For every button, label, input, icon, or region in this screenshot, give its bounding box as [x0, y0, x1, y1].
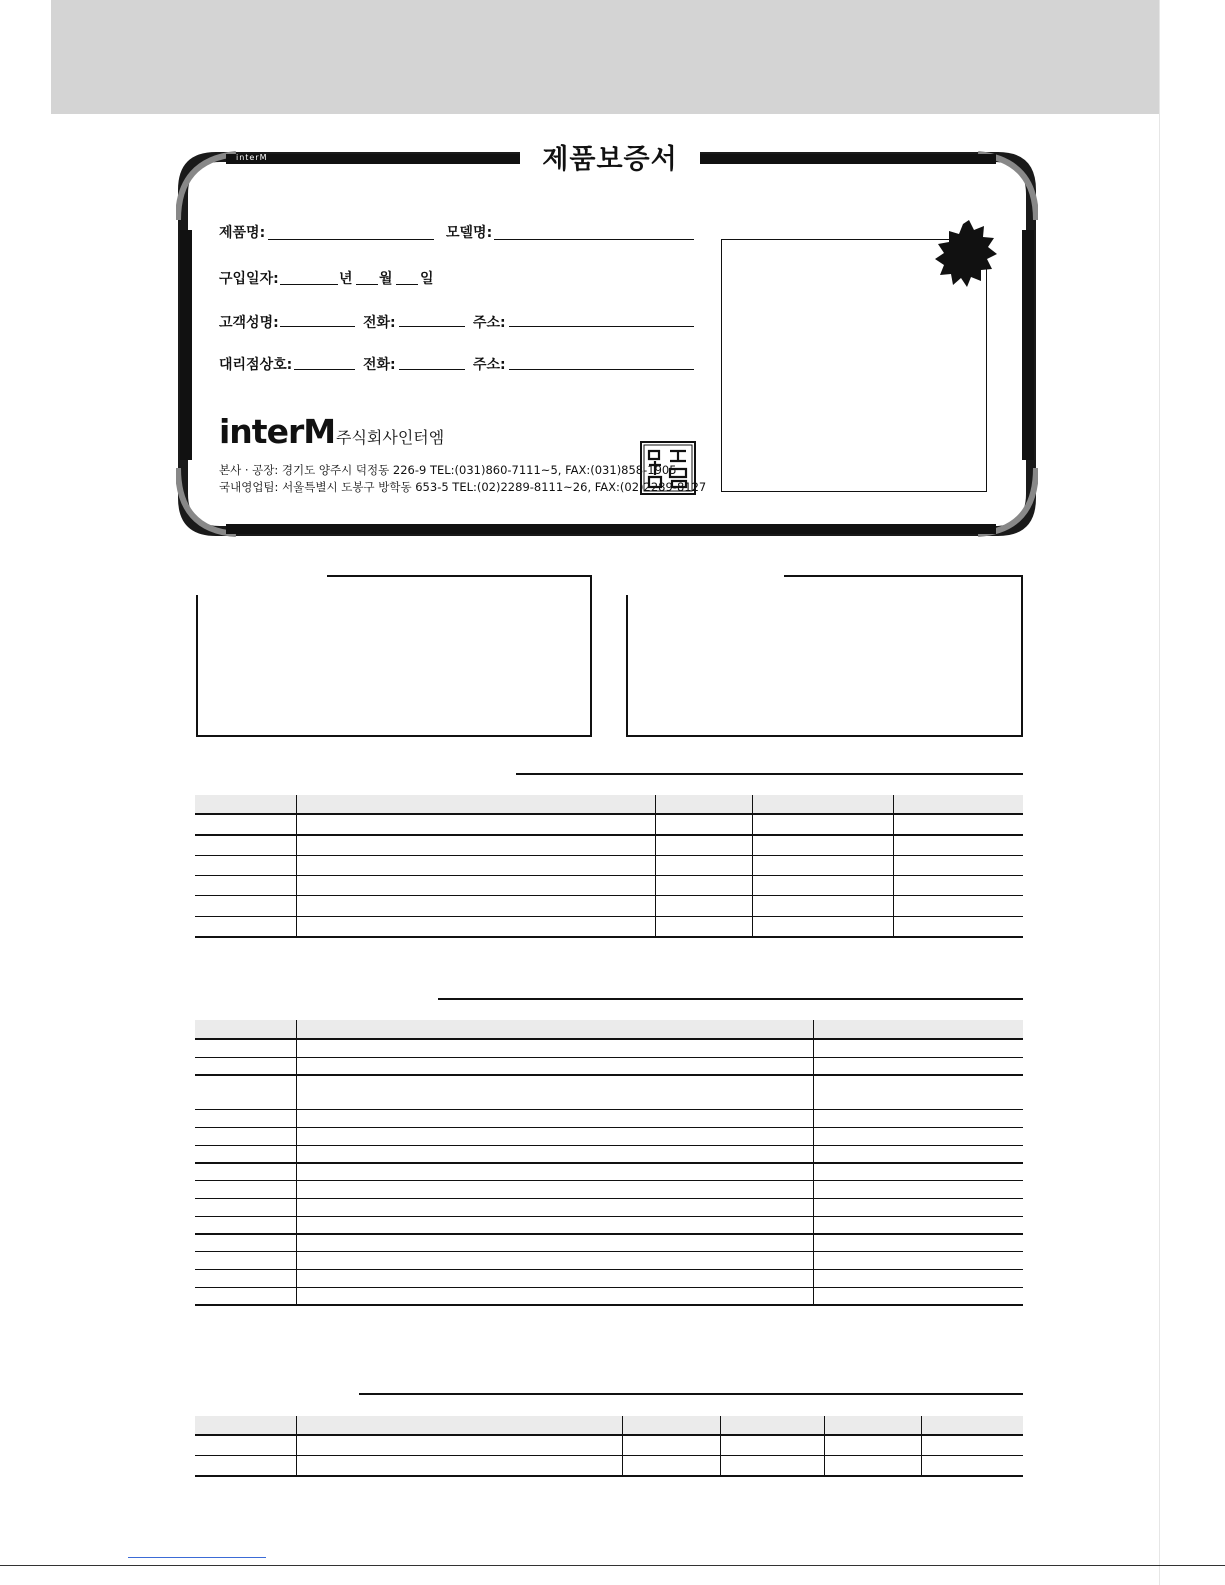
- table-row: [195, 1198, 1023, 1216]
- table-row: [195, 1251, 1023, 1269]
- phone-label-1: 전화:: [363, 315, 396, 331]
- table-row: [195, 1180, 1023, 1198]
- table-row: [195, 916, 1023, 937]
- page-edge-rule: [1159, 0, 1160, 1585]
- dealer-name-line[interactable]: [294, 369, 355, 370]
- table-row: [195, 1287, 1023, 1305]
- table-row: [195, 1435, 1023, 1455]
- table-row: [195, 1127, 1023, 1145]
- phone-line-1[interactable]: [399, 326, 465, 327]
- table-row: [195, 1269, 1023, 1287]
- day-label: 일: [420, 271, 434, 287]
- model-name-line[interactable]: [494, 239, 694, 240]
- table-2-header: [195, 1020, 1023, 1039]
- address-line-2[interactable]: [509, 369, 694, 370]
- right-info-box: [626, 575, 1023, 737]
- card-title: 제품보증서: [520, 140, 700, 180]
- dealer-name-label: 대리점상호:: [219, 357, 293, 373]
- table-row: [195, 1145, 1023, 1163]
- table-2: [195, 1020, 1023, 1306]
- address-line-hq: 본사 · 공장: 경기도 양주시 덕정동 226-9 TEL:(031)860-7111~5, FAX:(031)858-1905: [219, 463, 677, 477]
- address-line-sales: 국내영업팀: 서울특별시 도봉구 방학동 653-5 TEL:(02)2289-8111~26, FAX:(02)2289-8127: [219, 480, 707, 494]
- month-label: 월: [379, 271, 393, 287]
- table-row: [195, 1163, 1023, 1180]
- purchase-date-label: 구입일자:: [219, 271, 279, 287]
- stamp-box: [721, 239, 987, 492]
- table-row: [195, 1057, 1023, 1075]
- table-row: [195, 1109, 1023, 1127]
- section-3-rule: [359, 1393, 1023, 1395]
- interm-logo: interM: [219, 412, 336, 451]
- left-info-box: [196, 575, 592, 737]
- table-row: [195, 855, 1023, 875]
- company-seal-icon: [640, 441, 696, 495]
- year-line[interactable]: [280, 284, 338, 285]
- table-row: [195, 1075, 1023, 1109]
- product-name-line[interactable]: [268, 239, 434, 240]
- section-1-rule: [516, 773, 1023, 775]
- customer-name-label: 고객성명:: [219, 315, 279, 331]
- month-line[interactable]: [356, 284, 378, 285]
- model-name-label: 모델명:: [446, 225, 493, 241]
- table-row: [195, 835, 1023, 855]
- table-row: [195, 1039, 1023, 1057]
- phone-line-2[interactable]: [399, 369, 465, 370]
- table-row: [195, 814, 1023, 835]
- table-3: [195, 1416, 1023, 1477]
- header-band: [51, 0, 1159, 114]
- table-row: [195, 1216, 1023, 1234]
- table-1-header: [195, 795, 1023, 814]
- product-name-label: 제품명:: [219, 225, 266, 241]
- table-row: [195, 875, 1023, 895]
- top-watermark-strip-left: interM: [236, 153, 268, 162]
- table-row: [195, 1234, 1023, 1251]
- day-line[interactable]: [396, 284, 418, 285]
- footer-link-underline[interactable]: [128, 1557, 266, 1558]
- address-label-2: 주소:: [473, 357, 506, 373]
- address-line-1[interactable]: [509, 326, 694, 327]
- phone-label-2: 전화:: [363, 357, 396, 373]
- address-label-1: 주소:: [473, 315, 506, 331]
- year-label: 년: [339, 271, 353, 287]
- table-row: [195, 895, 1023, 916]
- customer-name-line[interactable]: [280, 326, 355, 327]
- table-row: [195, 1455, 1023, 1476]
- company-name: 주식회사인터엠: [336, 428, 445, 447]
- table-1: [195, 795, 1023, 938]
- table-3-header: [195, 1416, 1023, 1435]
- section-2-rule: [438, 998, 1023, 1000]
- footer-rule: [0, 1565, 1225, 1566]
